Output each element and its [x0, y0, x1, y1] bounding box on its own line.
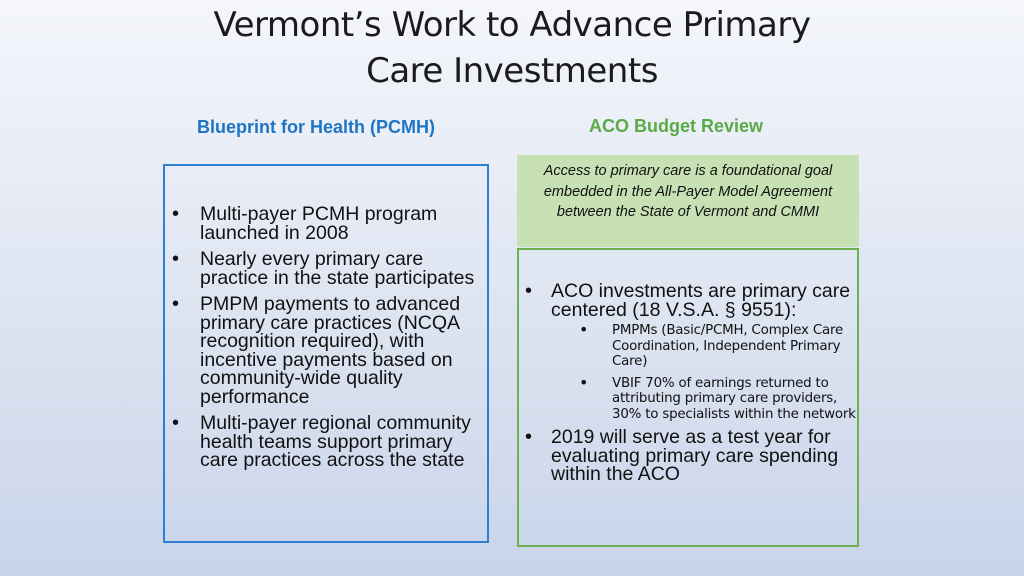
- sub-list-item: [551, 320, 857, 370]
- all-payer-model-callout: Access to primary care is a foundational goal embedded in the All-Payer Model Agreement between the State of Vermont and CMMI: [517, 155, 859, 247]
- bullet-icon: •: [172, 248, 180, 270]
- blueprint-bullet-list: [170, 205, 490, 478]
- bullet-text: 2019 will serve as a test year for evaluating primary care spending within the ACO: [551, 426, 839, 485]
- bullet-icon: •: [172, 412, 180, 434]
- list-item: [170, 295, 490, 406]
- list-item: [170, 414, 490, 470]
- bullet-text: ACO investments are primary care centered (18 V.S.A. § 9551):: [551, 280, 851, 321]
- blueprint-heading: Blueprint for Health (PCMH): [197, 117, 435, 137]
- bullet-text: Multi-payer regional community health teams support primary care practices across the state: [200, 412, 471, 471]
- bullet-icon: •: [172, 293, 180, 315]
- bullet-text: Multi-payer PCMH program launched in 2008: [200, 203, 438, 244]
- list-item: [523, 428, 857, 484]
- sub-bullet-icon: •: [579, 372, 589, 392]
- list-item: [170, 250, 490, 287]
- slide-title: [0, 2, 1024, 94]
- aco-sub-bullet-list: [551, 320, 857, 422]
- sub-bullet-text: PMPMs (Basic/PCMH, Complex Care Coordination, Independent Primary Care): [612, 323, 844, 369]
- aco-bullet-list: [523, 282, 857, 484]
- sub-list-item: [551, 372, 857, 423]
- bullet-icon: •: [525, 426, 533, 448]
- list-item: [523, 282, 857, 422]
- aco-budget-heading: ACO Budget Review: [589, 116, 764, 136]
- slide-title-line-2: Care Investments: [366, 51, 658, 91]
- slide-title-line-1: Vermont’s Work to Advance Primary: [213, 5, 811, 45]
- bullet-text: Nearly every primary care practice in the state participates: [200, 248, 475, 289]
- bullet-icon: •: [525, 280, 533, 302]
- bullet-text: PMPM payments to advanced primary care practices (NCQA recognition required), with incentive payments based on community-wide quality performance: [200, 293, 461, 408]
- list-item: [170, 205, 490, 242]
- sub-bullet-icon: •: [579, 320, 589, 339]
- sub-bullet-text: VBIF 70% of earnings returned to attributing primary care providers, 30% to specialists within the network: [612, 375, 856, 422]
- bullet-icon: •: [172, 203, 180, 225]
